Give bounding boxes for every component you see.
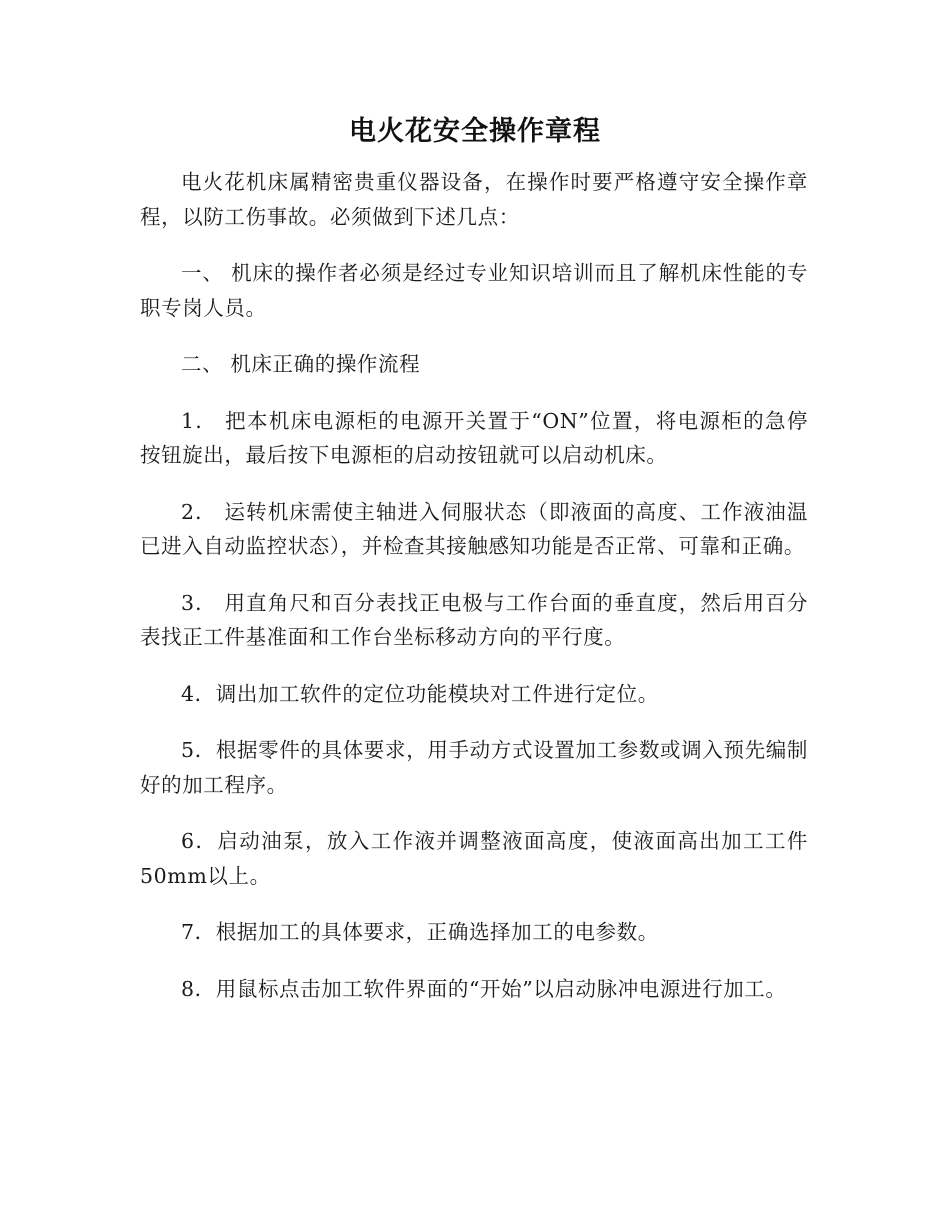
page-title: 电火花安全操作章程 (349, 116, 601, 147)
step-8-paragraph: 8．用鼠标点击加工软件界面的“开始”以启动脉冲电源进行加工。 (181, 976, 787, 1001)
document-body (140, 165, 808, 1028)
section-2-heading: 二、 机床正确的操作流程 (181, 352, 421, 376)
step-7-paragraph: 7．根据加工的具体要求，正确选择加工的电参数。 (181, 920, 659, 944)
step-4-paragraph: 4．调出加工软件的定位功能模块对工件进行定位。 (181, 681, 659, 706)
section-1-paragraph: 一、 机床的操作者必须是经过专业知识培训而且了解机床性能的专职专岗人员。 (140, 261, 808, 320)
step-1-paragraph: 1． 把本机床电源柜的电源开关置于“ON”位置，将电源柜的急停按钮旋出，最后按下电源柜的启动按钮就可以启动机床。 (140, 408, 808, 467)
step-3-paragraph: 3． 用直角尺和百分表找正电极与工作台面的垂直度，然后用百分表找正工件基准面和工作台坐标移动方向的平行度。 (140, 590, 808, 649)
step-6-paragraph: 6．启动油泵，放入工作液并调整液面高度，使液面高出加工工件50mm以上。 (140, 829, 808, 888)
intro-paragraph: 电火花机床属精密贵重仪器设备，在操作时要严格遵守安全操作章程，以防工伤事故。必须做到下述几点： (140, 170, 808, 229)
step-5-paragraph: 5．根据零件的具体要求，用手动方式设置加工参数或调入预先编制好的加工程序。 (140, 738, 808, 797)
step-2-paragraph: 2． 运转机床需使主轴进入伺服状态（即液面的高度、工作液油温已进入自动监控状态），并检查其接触感知功能是否正常、可靠和正确。 (140, 499, 808, 558)
